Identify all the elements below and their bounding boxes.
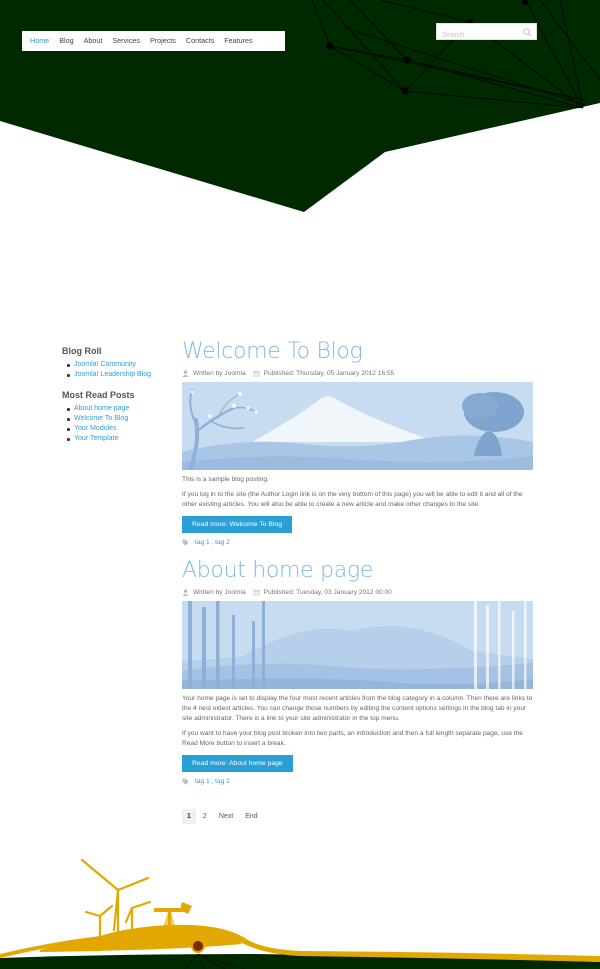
article-image-mountain [182, 382, 533, 470]
tag-link[interactable]: tag 1 [195, 539, 210, 546]
list-item [62, 434, 172, 444]
nav-item-home[interactable]: Home [30, 36, 50, 45]
read-more-button[interactable]: Read more: About home page [182, 755, 293, 772]
nav-item-contacts[interactable]: Contacts [185, 36, 215, 45]
nav-item-features[interactable]: Features [224, 36, 253, 45]
article-image-bamboo [182, 601, 533, 689]
page-end[interactable]: End [245, 813, 258, 820]
article-author: Written by Joomla [193, 588, 246, 596]
search-icon[interactable] [523, 28, 532, 37]
nav-item-services[interactable]: Services [112, 36, 140, 45]
blog-article-about [182, 558, 533, 785]
page-next[interactable]: Next [218, 813, 234, 820]
article-published-date: Published: Thursday, 05 January 2012 16:55 [263, 369, 395, 377]
link-your-template[interactable]: Your Template [74, 435, 119, 442]
article-paragraph: If you want to have your blog post broken into two parts, an introduction and then a full length separate page, use the Read More button to insert a break. [182, 730, 523, 747]
tag-link[interactable]: tag 1 [195, 778, 210, 785]
list-item [62, 370, 172, 380]
tag-separator: , [209, 539, 216, 546]
footer-illustration [0, 850, 600, 969]
article-author: Written by Joomla [193, 369, 246, 377]
pagination [182, 809, 265, 824]
tag-link[interactable]: tag 2 [215, 778, 230, 785]
article-title[interactable]: Welcome To Blog [182, 339, 363, 364]
user-icon [182, 370, 189, 377]
search-box [436, 23, 537, 40]
article-published-date: Published: Tuesday, 03 January 2012 00:00 [263, 588, 392, 596]
link-about-home-page[interactable]: About home page [74, 405, 130, 412]
nav-item-blog[interactable]: Blog [59, 36, 74, 45]
tag-separator: , [209, 778, 216, 785]
list-item [62, 414, 172, 424]
read-more-button[interactable]: Read more: Welcome To Blog [182, 516, 292, 533]
main-menu [22, 31, 285, 51]
article-tags [182, 539, 533, 546]
article-paragraph: This is a sample blog posting. [182, 476, 269, 483]
article-title[interactable]: About home page [182, 558, 374, 583]
article-meta [182, 367, 533, 379]
list-item [62, 360, 172, 370]
tag-icon [182, 778, 189, 785]
calendar-icon [253, 370, 260, 377]
link-welcome-to-blog[interactable]: Welcome To Blog [74, 415, 129, 422]
list-item [62, 424, 172, 434]
article-paragraph: If you log in to the site (the Author Login link is on the very bottom of this page) you will be able to edit it and all of the other existing articles. You will also be able to create a new article and make other changes to the site. [182, 491, 523, 508]
most-read-list [62, 404, 172, 444]
tag-icon [182, 539, 189, 546]
user-icon [182, 589, 189, 596]
blog-roll-list [62, 360, 172, 380]
link-your-modules[interactable]: Your Modules [74, 425, 117, 432]
blog-article-welcome [182, 339, 533, 546]
article-meta [182, 586, 533, 598]
sidebar [62, 346, 172, 454]
list-item [62, 404, 172, 414]
article-tags [182, 778, 533, 785]
article-paragraph: Your home page is set to display the four most recent articles from the blog category in a column. Then there are links to the 4 nest oldest articles. You can change those numbers by editing the content options settings in the blog tab in your site administrator. There is a link to your site administrator in the top menu. [182, 695, 533, 722]
nav-item-projects[interactable]: Projects [149, 36, 176, 45]
search-input[interactable] [437, 28, 536, 43]
module-title-blog-roll: Blog Roll [62, 346, 102, 356]
link-joomla-leadership-blog[interactable]: Joomla! Leadership Blog [74, 371, 152, 378]
page-1[interactable]: 1 [182, 809, 196, 824]
tag-link[interactable]: tag 2 [215, 539, 230, 546]
calendar-icon [253, 589, 260, 596]
page-2[interactable]: 2 [202, 813, 207, 820]
nav-item-about[interactable]: About [83, 36, 103, 45]
link-joomla-community[interactable]: Joomla! Community [74, 361, 136, 368]
module-title-most-read: Most Read Posts [62, 390, 135, 400]
